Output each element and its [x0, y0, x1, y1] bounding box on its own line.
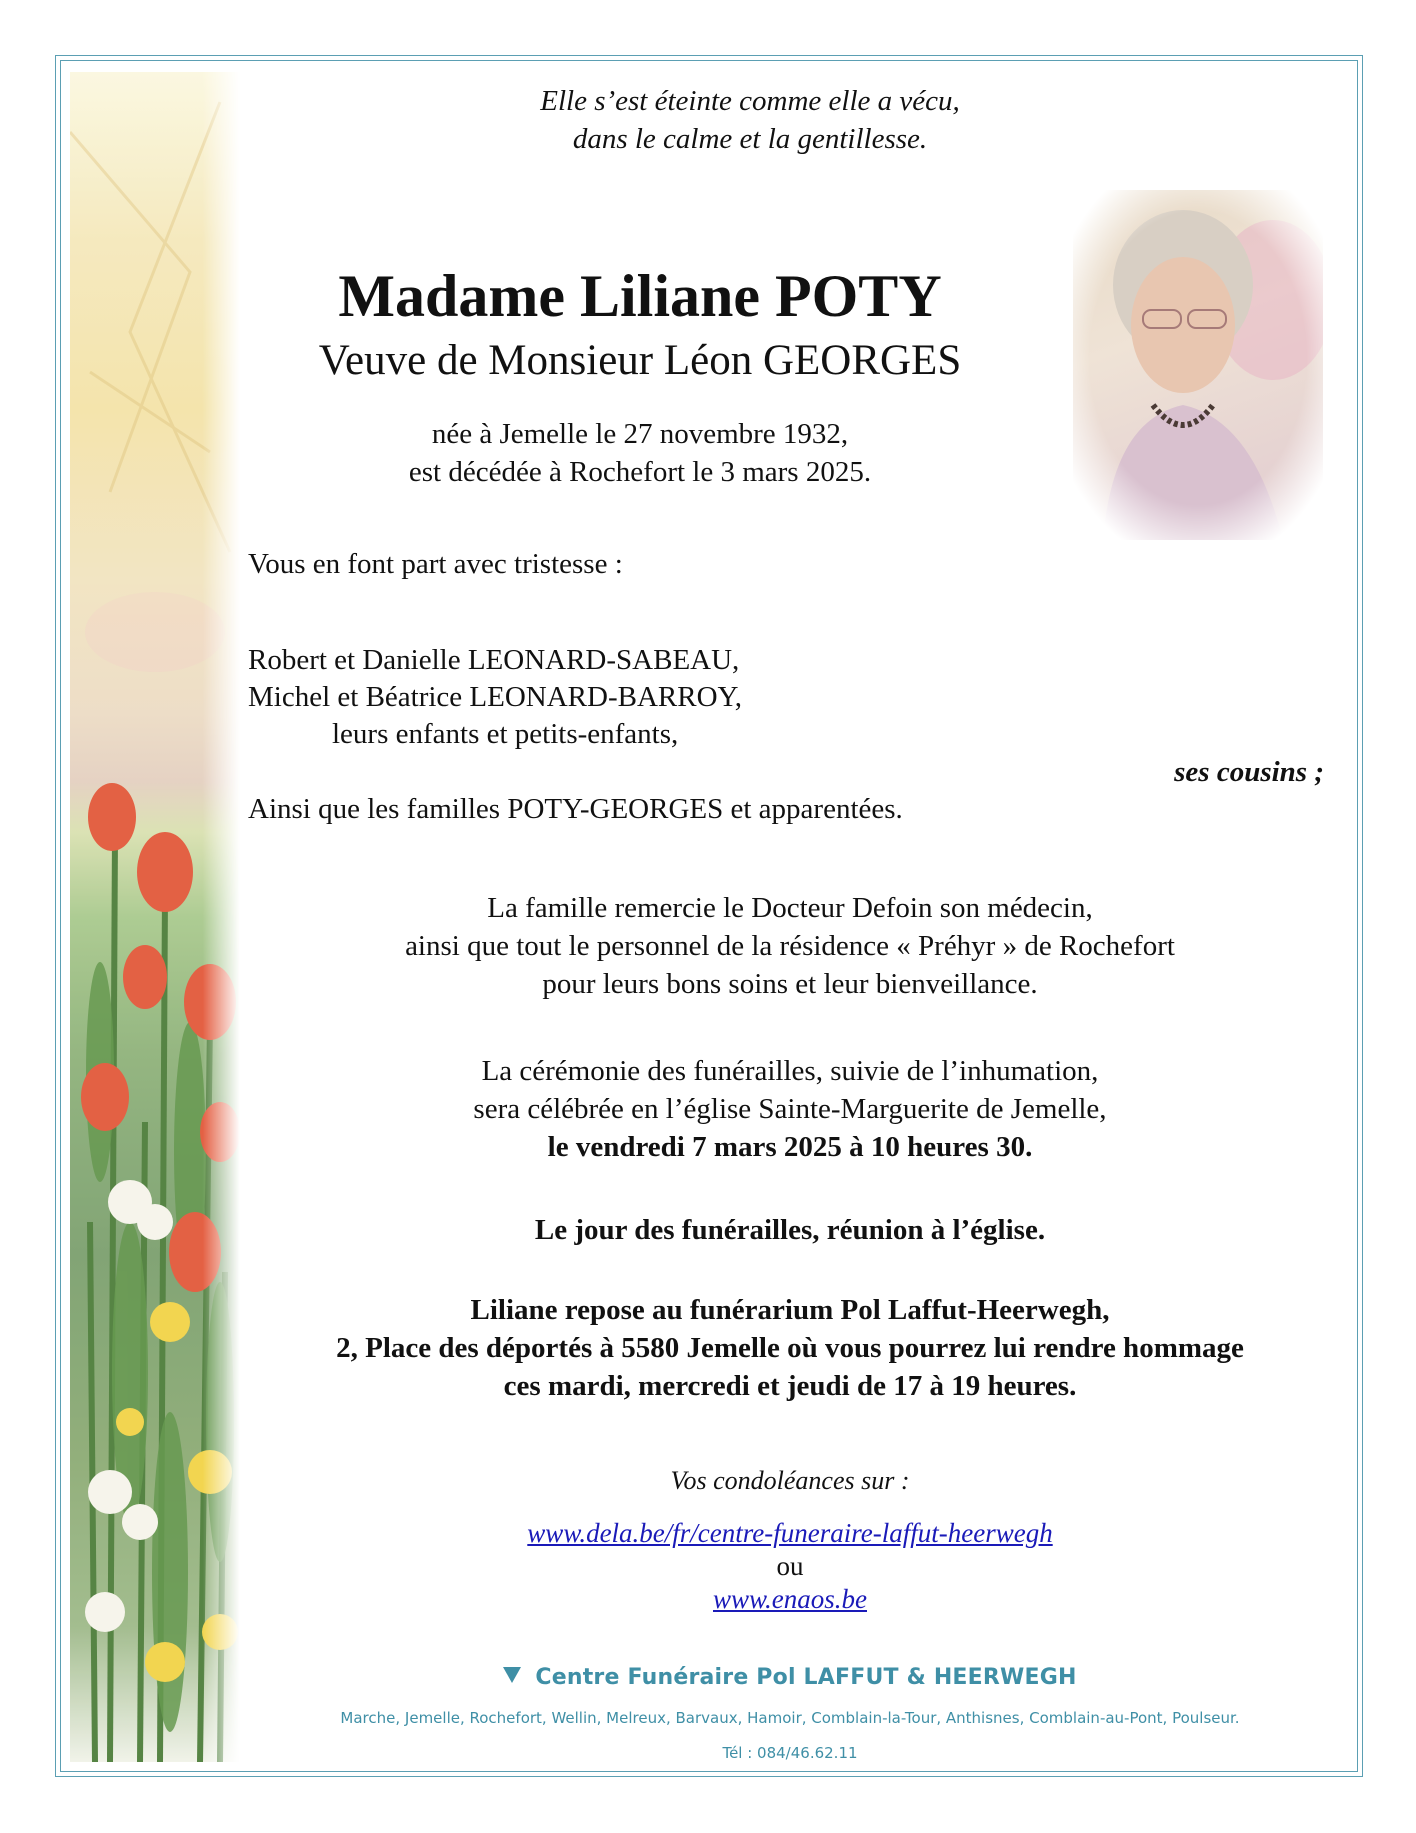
funeral-home-towns: Marche, Jemelle, Rochefort, Wellin, Melreux, Barvaux, Hamoir, Comblain-la-Tour, Anthisnes, Comblain-au-Pont, Poulseur.: [340, 1709, 1240, 1727]
triangle-down-icon: [503, 1667, 521, 1683]
ceremony-block: [300, 1052, 1280, 1166]
portrait-photo: [1073, 190, 1323, 540]
family-line: Robert et Danielle LEONARD-SABEAU,: [248, 644, 740, 676]
funeral-home-name: Centre Funéraire Pol LAFFUT & HEERWEGH: [535, 1665, 1077, 1690]
family-line: leurs enfants et petits-enfants,: [332, 718, 679, 750]
birth-death-info: [300, 415, 980, 491]
family-list: [248, 642, 742, 753]
thanks-line: pour leurs bons soins et leur bienveillance.: [542, 968, 1038, 1000]
funerarium-line: ces mardi, mercredi et jeudi de 17 à 19 heures.: [503, 1370, 1077, 1402]
thanks-line: ainsi que tout le personnel de la résidence « Préhyr » de Rochefort: [405, 930, 1175, 962]
portrait-illustration: [1073, 190, 1323, 540]
thanks-block: [300, 889, 1280, 1003]
ceremony-line-1: La cérémonie des funérailles, suivie de l’inhumation,: [481, 1055, 1099, 1087]
family-line: Michel et Béatrice LEONARD-BARROY,: [248, 681, 742, 713]
death-line: est décédée à Rochefort le 3 mars 2025.: [408, 456, 872, 488]
funeral-home-title: [250, 1665, 1330, 1690]
thanks-line: La famille remercie le Docteur Defoin son médecin,: [487, 892, 1093, 924]
announcement-intro: Vous en font part avec tristesse :: [248, 548, 623, 580]
tulips-illustration: [70, 72, 240, 1762]
funerarium-line: 2, Place des déportés à 5580 Jemelle où vous pourrez lui rendre hommage: [336, 1332, 1244, 1364]
enaos-link[interactable]: www.enaos.be: [713, 1584, 867, 1614]
birth-line: née à Jemelle le 27 novembre 1932,: [431, 418, 849, 450]
families-line: Ainsi que les familles POTY-GEORGES et apparentées.: [248, 793, 903, 825]
quote-line-2: dans le calme et la gentillesse.: [572, 123, 928, 155]
quote-line-1: Elle s’est éteinte comme elle a vécu,: [540, 85, 960, 117]
funerarium-block: [250, 1291, 1330, 1405]
ceremony-line-2: sera célébrée en l’église Sainte-Marguerite de Jemelle,: [473, 1093, 1107, 1125]
funeral-home-phone: Tél : 084/46.62.11: [722, 1744, 858, 1762]
widow-of: Veuve de Monsieur Léon GEORGES: [318, 337, 962, 384]
ceremony-date: le vendredi 7 mars 2025 à 10 heures 30.: [547, 1131, 1033, 1163]
cousins-line: ses cousins ;: [1174, 756, 1324, 788]
opening-quote: [400, 82, 1100, 158]
dela-link[interactable]: www.dela.be/fr/centre-funeraire-laffut-heerwegh: [527, 1518, 1053, 1548]
condolence-links: [450, 1517, 1130, 1616]
floral-sidebar-image: [70, 72, 240, 1762]
funerarium-line: Liliane repose au funérarium Pol Laffut-Heerwegh,: [470, 1294, 1110, 1326]
condolences-label: Vos condoléances sur :: [670, 1466, 910, 1495]
deceased-name: Madame Liliane POTY: [338, 263, 942, 329]
meeting-notice: Le jour des funérailles, réunion à l’église.: [534, 1214, 1046, 1246]
or-text: ou: [776, 1551, 804, 1581]
